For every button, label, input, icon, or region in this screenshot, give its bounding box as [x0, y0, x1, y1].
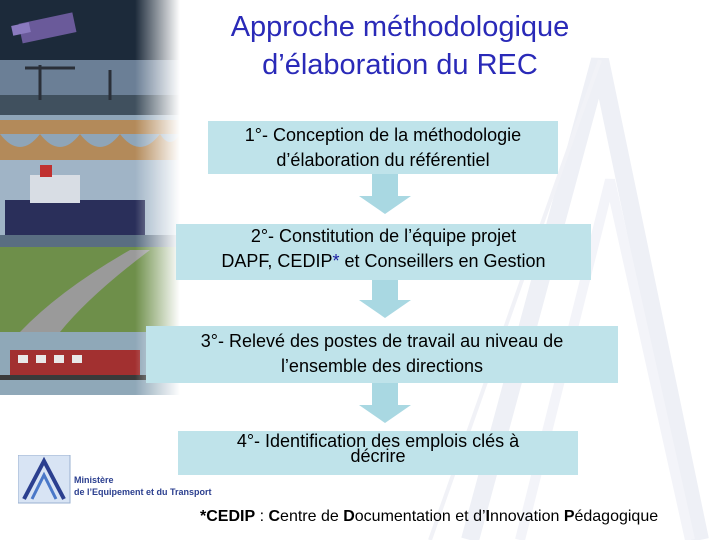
ministry-line-1: Ministère	[74, 475, 114, 485]
footnote-documentation: ocumentation et d’	[354, 508, 486, 525]
footnote-acronym: CEDIP	[206, 508, 256, 525]
footnote-c: C	[268, 508, 281, 525]
step-2-line-2	[176, 249, 591, 274]
step-2-line-2-a: DAPF, CEDIP	[221, 251, 333, 271]
ministry-name	[74, 474, 212, 498]
down-arrow-icon	[359, 280, 411, 318]
asterisk: *	[332, 251, 340, 271]
step-3-line-2: l’ensemble des directions	[280, 356, 484, 376]
footnote-d: D	[343, 508, 355, 525]
down-arrow-icon	[359, 174, 411, 214]
footnote-i: I	[485, 508, 490, 525]
footnote-entre: entre de	[280, 508, 344, 525]
page-title	[165, 8, 635, 84]
step-1-line-1: 1°- Conception de la méthodologie	[244, 125, 522, 145]
down-arrow-icon	[359, 383, 411, 423]
step-4-line-2: décrire	[350, 446, 406, 466]
step-1-box	[208, 121, 558, 174]
title-line-2: d’élaboration du REC	[262, 49, 538, 81]
step-3-line-1: 3°- Relevé des postes de travail au niveau de	[200, 331, 564, 351]
ministry-line-2: de l’Equipement et du Transport	[74, 487, 212, 497]
footnote-star: *	[200, 508, 207, 525]
footnote-pedagogique: édagogique	[574, 508, 659, 525]
step-4-box	[178, 431, 578, 475]
footnote	[200, 508, 720, 526]
step-2-line-1: 2°- Constitution de l’équipe projet	[250, 226, 517, 246]
title-line-1: Approche méthodologique	[230, 11, 570, 43]
step-1-line-2: d’élaboration du référentiel	[276, 150, 490, 170]
footnote-innovation: nnovation	[489, 508, 564, 525]
step-2-line-2-b: et Conseillers en Gestion	[339, 251, 546, 271]
step-3-box	[146, 326, 618, 383]
step-4-line-1: 4°- Identification des emplois clés à	[236, 431, 520, 451]
footnote-sep: :	[255, 508, 269, 525]
footnote-p: P	[563, 508, 575, 525]
step-2-box	[176, 224, 591, 280]
